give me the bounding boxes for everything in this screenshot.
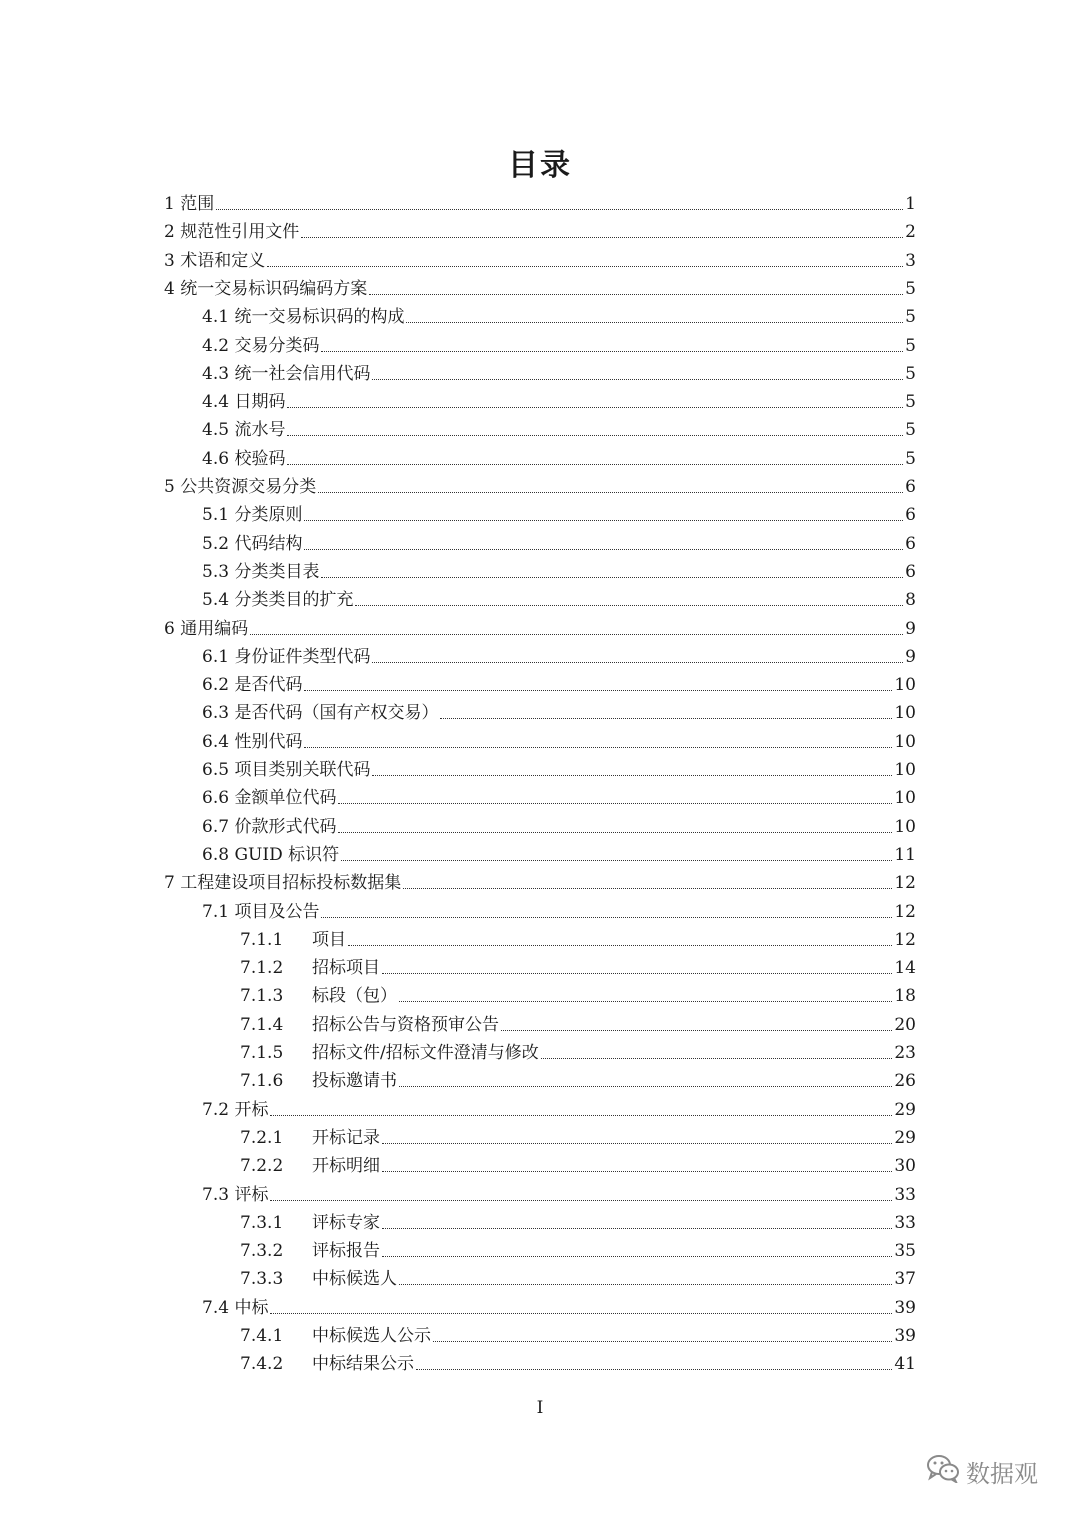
toc-entry-number: 7.1.6: [240, 1071, 284, 1092]
toc-entry-number: 6.8: [202, 844, 230, 865]
toc-entry-page: 5: [905, 448, 916, 469]
toc-entry-number: 6.1: [202, 646, 230, 667]
toc-entry[interactable]: [164, 471, 916, 497]
toc-entry-label: 中标: [234, 1297, 269, 1318]
toc-entry[interactable]: [240, 1122, 916, 1148]
leader-dots: [541, 1058, 893, 1059]
toc-entry-number: 6.5: [202, 760, 230, 780]
toc-entry-page: 23: [894, 1043, 916, 1063]
toc-entry-page: 10: [894, 816, 916, 837]
toc-entry-page: 10: [894, 731, 916, 752]
toc-entry[interactable]: [202, 386, 916, 412]
toc-entry-label: 分类原则: [234, 505, 303, 526]
toc-entry-page: 6: [905, 505, 916, 526]
leader-dots: [440, 718, 892, 719]
leader-dots: [382, 1143, 892, 1144]
leader-dots: [270, 1115, 892, 1116]
toc-entry-number: 7.3.3: [240, 1269, 284, 1290]
leader-dots: [399, 1284, 892, 1285]
watermark: [926, 1453, 1038, 1489]
toc-entry-page: 35: [894, 1241, 916, 1262]
toc-entry-number: 4: [164, 278, 175, 299]
toc-entry[interactable]: [202, 358, 916, 384]
toc-entry-label: 通用编码: [180, 618, 249, 639]
toc-entry-label: 开标记录: [312, 1127, 380, 1148]
leader-dots: [355, 605, 903, 606]
toc-entry-page: 18: [894, 986, 916, 1007]
toc-entry-page: 6: [905, 561, 916, 582]
leader-dots: [304, 520, 903, 521]
toc-entry[interactable]: [202, 499, 916, 525]
toc-entry-label: 开标明细: [312, 1156, 380, 1177]
toc-entry[interactable]: [240, 1263, 916, 1289]
toc-entry-page: 6: [905, 477, 916, 497]
toc-entry[interactable]: [164, 188, 916, 214]
toc-entry-label: 标段（包）: [312, 986, 397, 1007]
toc-entry-number: 1: [164, 194, 175, 214]
toc-entry-number: 4.4: [202, 392, 230, 413]
toc-entry-page: 9: [905, 618, 916, 639]
toc-entry-number: 2: [164, 222, 175, 243]
leader-dots: [382, 973, 892, 974]
toc-entry-page: 5: [905, 307, 916, 328]
toc-entry-number: 6.7: [202, 816, 230, 837]
toc-entry-label: 统一交易标识码的构成: [234, 307, 405, 328]
page-number: I: [536, 1398, 544, 1418]
toc-entry-page: 29: [894, 1099, 916, 1120]
toc-entry-label: 性别代码: [234, 731, 303, 752]
toc-entry-number: 4.6: [202, 448, 230, 469]
toc-entry[interactable]: [202, 726, 916, 752]
toc-entry-label: 是否代码: [234, 675, 303, 696]
leader-dots: [304, 747, 892, 748]
leader-dots: [372, 662, 903, 663]
toc-entry-page: 37: [894, 1269, 916, 1290]
toc-entry-label: 评标专家: [312, 1212, 380, 1233]
toc-entry-number: 7.1.5: [240, 1043, 284, 1063]
toc-entry-number: 7.4: [202, 1297, 230, 1318]
toc-entry[interactable]: [202, 669, 916, 695]
toc-entry-page: 14: [894, 958, 916, 979]
toc-entry-number: 5.2: [202, 533, 230, 554]
toc-entry[interactable]: [240, 1065, 916, 1091]
toc-entry[interactable]: [202, 584, 916, 610]
toc-entry-number: 5.1: [202, 505, 230, 526]
toc-entry[interactable]: [202, 301, 916, 327]
leader-dots: [382, 1228, 892, 1229]
toc-entry-page: 2: [905, 222, 916, 243]
toc-entry-page: 39: [894, 1326, 916, 1346]
toc-entry-number: 5.3: [202, 561, 230, 582]
toc-entry[interactable]: [202, 330, 916, 356]
toc-entry[interactable]: [240, 1207, 916, 1233]
toc-entry[interactable]: [202, 754, 916, 780]
toc-entry-label: 术语和定义: [180, 250, 266, 271]
toc-entry-label: 校验码: [234, 448, 286, 469]
toc-entry-label: 分类类目的扩充: [234, 590, 354, 611]
toc-entry[interactable]: [240, 924, 916, 950]
toc-entry-label: 项目及公告: [234, 901, 320, 922]
toc-entry-number: 7.1.2: [240, 958, 284, 979]
toc-entry-number: 4.1: [202, 307, 230, 328]
toc-entry-label: 身份证件类型代码: [234, 646, 371, 667]
toc-entry[interactable]: [164, 216, 916, 242]
toc-entry[interactable]: [240, 1235, 916, 1261]
toc-entry[interactable]: [202, 811, 916, 837]
toc-entry-number: 7: [164, 873, 175, 894]
toc-entry-label: 范围: [180, 194, 215, 214]
toc-entry-page: 29: [894, 1127, 916, 1148]
toc-entry[interactable]: [240, 1348, 916, 1374]
leader-dots: [348, 945, 892, 946]
leader-dots: [341, 860, 892, 861]
toc-entry-page: 12: [894, 929, 916, 950]
toc-entry[interactable]: [202, 556, 916, 582]
leader-dots: [399, 1001, 892, 1002]
toc-entry-page: 39: [894, 1297, 916, 1318]
toc-entry-number: 6.6: [202, 788, 230, 809]
toc-entry-page: 10: [894, 760, 916, 780]
toc-entry-number: 4.3: [202, 363, 230, 384]
toc-entry[interactable]: [164, 245, 916, 271]
toc-entry-number: 7.1.1: [240, 929, 284, 950]
toc-entry-label: 规范性引用文件: [180, 222, 300, 243]
toc-entry-page: 9: [905, 646, 916, 667]
toc-entry-page: 10: [894, 675, 916, 696]
toc-entry-page: 3: [905, 250, 916, 271]
leader-dots: [338, 832, 892, 833]
toc-title: 目录: [508, 148, 572, 183]
toc-entry-page: 20: [894, 1014, 916, 1035]
leader-dots: [304, 549, 903, 550]
toc-entry-number: 7.2: [202, 1099, 230, 1120]
leader-dots: [501, 1030, 892, 1031]
toc-entry-page: 5: [905, 420, 916, 441]
toc-entry-label: GUID 标识符: [234, 844, 340, 865]
leader-dots: [270, 1313, 892, 1314]
leader-dots: [287, 435, 903, 436]
toc-entry-page: 5: [905, 392, 916, 413]
toc-entry-number: 4.2: [202, 335, 230, 356]
toc-entry[interactable]: [202, 641, 916, 667]
leader-dots: [216, 209, 903, 210]
toc-entry-number: 7.2.1: [240, 1127, 284, 1148]
toc-entry-label: 是否代码（国有产权交易）: [234, 703, 439, 724]
leader-dots: [318, 492, 903, 493]
toc-entry-number: 7.1.4: [240, 1014, 284, 1035]
toc-entry[interactable]: [202, 414, 916, 440]
leader-dots: [338, 803, 892, 804]
toc-entry-page: 33: [894, 1184, 916, 1205]
leader-dots: [382, 1256, 892, 1257]
toc-entry-label: 中标候选人: [312, 1269, 397, 1290]
toc-entry-label: 价款形式代码: [234, 816, 337, 837]
toc-entry-number: 7.3: [202, 1184, 230, 1205]
toc-entry[interactable]: [202, 839, 916, 865]
leader-dots: [287, 407, 903, 408]
toc-entry[interactable]: [240, 980, 916, 1006]
toc-entry[interactable]: [202, 443, 916, 469]
toc-entry-label: 代码结构: [234, 533, 303, 554]
toc-entry[interactable]: [202, 1094, 916, 1120]
toc-entry-page: 1: [905, 194, 916, 214]
wechat-icon: [926, 1453, 960, 1489]
toc-entry-number: 7.1.3: [240, 986, 284, 1007]
leader-dots: [304, 690, 892, 691]
toc-entry-page: 10: [894, 788, 916, 809]
toc-entry[interactable]: [164, 867, 916, 893]
leader-dots: [287, 464, 903, 465]
toc-entry[interactable]: [240, 1320, 916, 1346]
toc-entry-page: 26: [894, 1071, 916, 1092]
toc-entry[interactable]: [164, 613, 916, 639]
toc-entry-page: 10: [894, 703, 916, 724]
toc-entry-label: 统一交易标识码编码方案: [180, 278, 368, 299]
toc-entry-number: 7.3.1: [240, 1212, 284, 1233]
leader-dots: [399, 1086, 892, 1087]
toc-entry-number: 5.4: [202, 590, 230, 611]
toc-entry-label: 交易分类码: [234, 335, 320, 356]
toc-entry-page: 12: [894, 901, 916, 922]
toc-entry-label: 招标公告与资格预审公告: [312, 1014, 499, 1035]
toc-entry-number: 6.3: [202, 703, 230, 724]
toc-entry-label: 日期码: [234, 392, 286, 413]
toc-entry-label: 分类类目表: [234, 561, 320, 582]
toc-entry-label: 项目类别关联代码: [234, 760, 371, 780]
toc-entry[interactable]: [202, 782, 916, 808]
toc-entry-page: 12: [894, 873, 916, 894]
toc-entry-label: 中标候选人公示: [312, 1326, 431, 1346]
toc-entry[interactable]: [202, 896, 916, 922]
watermark-text: 数据观: [966, 1459, 1038, 1488]
toc-entry[interactable]: [240, 952, 916, 978]
leader-dots: [382, 1171, 892, 1172]
toc-entry[interactable]: [164, 273, 916, 299]
toc-entry[interactable]: [240, 1150, 916, 1176]
toc-entry-page: 5: [905, 278, 916, 299]
toc-entry-number: 6.4: [202, 731, 230, 752]
leader-dots: [267, 266, 903, 267]
toc-entry-label: 流水号: [234, 420, 286, 441]
toc-entry-number: 3: [164, 250, 175, 271]
toc-entry-label: 评标报告: [312, 1241, 380, 1262]
toc-entry-label: 招标项目: [312, 958, 380, 979]
toc-entry-number: 6: [164, 618, 175, 639]
toc-entry-page: 8: [905, 590, 916, 611]
toc-entry-label: 投标邀请书: [312, 1071, 397, 1092]
toc-entry-label: 招标文件/招标文件澄清与修改: [312, 1043, 539, 1063]
leader-dots: [372, 775, 892, 776]
toc-entry-label: 工程建设项目招标投标数据集: [180, 873, 402, 894]
toc-entry-number: 5: [164, 477, 175, 497]
toc-entry-label: 金额单位代码: [234, 788, 337, 809]
toc-entry[interactable]: [240, 1037, 916, 1063]
toc-entry-number: 7.4.1: [240, 1326, 284, 1346]
toc-entry-page: 33: [894, 1212, 916, 1233]
toc-entry-number: 4.5: [202, 420, 230, 441]
leader-dots: [372, 379, 903, 380]
toc-entry[interactable]: [202, 697, 916, 723]
leader-dots: [321, 917, 892, 918]
leader-dots: [301, 237, 903, 238]
toc-entry-number: 7.1: [202, 901, 230, 922]
leader-dots: [321, 577, 903, 578]
toc-entry-label: 开标: [234, 1099, 269, 1120]
toc-entry-page: 5: [905, 363, 916, 384]
leader-dots: [406, 322, 903, 323]
toc-entry-number: 7.4.2: [240, 1354, 284, 1375]
toc-entry-label: 公共资源交易分类: [180, 477, 317, 497]
toc-entry-page: 30: [894, 1156, 916, 1177]
leader-dots: [270, 1200, 892, 1201]
toc-entry-label: 评标: [234, 1184, 269, 1205]
toc-entry-number: 7.3.2: [240, 1241, 284, 1262]
leader-dots: [416, 1369, 892, 1370]
toc-entry-page: 41: [894, 1354, 916, 1375]
leader-dots: [433, 1341, 892, 1342]
toc-entry-number: 7.2.2: [240, 1156, 284, 1177]
toc-entry[interactable]: [202, 1292, 916, 1318]
toc-entry[interactable]: [202, 1179, 916, 1205]
leader-dots: [369, 294, 903, 295]
leader-dots: [321, 351, 903, 352]
toc-entry-page: 11: [894, 844, 916, 865]
leader-dots: [250, 634, 903, 635]
toc-entry[interactable]: [202, 528, 916, 554]
toc-entry-number: 6.2: [202, 675, 230, 696]
toc-entry-label: 项目: [312, 929, 346, 950]
toc-entry-label: 统一社会信用代码: [234, 363, 371, 384]
toc-entry-page: 6: [905, 533, 916, 554]
leader-dots: [403, 888, 892, 889]
toc-entry[interactable]: [240, 1009, 916, 1035]
toc-entry-label: 中标结果公示: [312, 1354, 414, 1375]
toc-entry-page: 5: [905, 335, 916, 356]
